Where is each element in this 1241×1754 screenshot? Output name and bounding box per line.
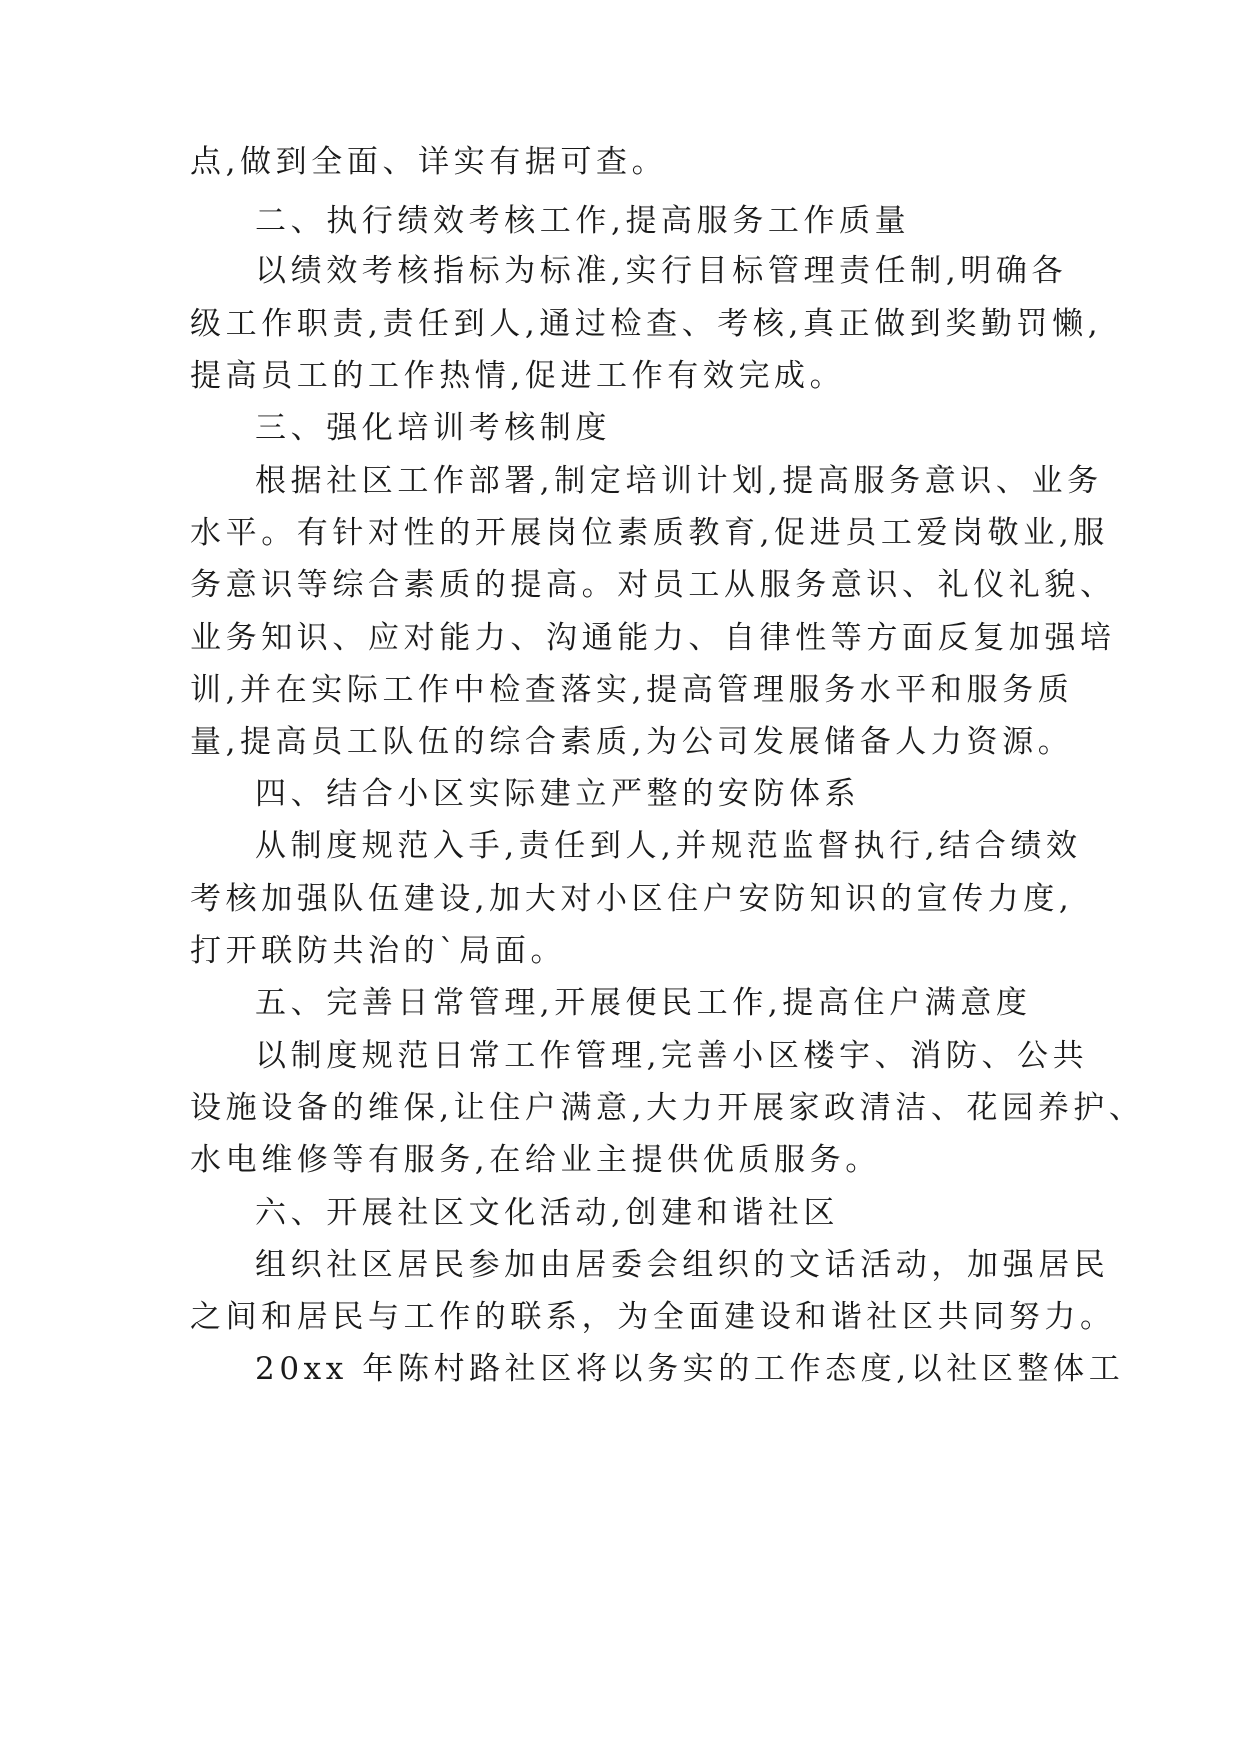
text-line: 设施设备的维保,让住户满意,大力开展家政清洁、花园养护、 [190, 1090, 1145, 1126]
text-line: 之间和居民与工作的联系，为全面建设和谐社区共同努力。 [190, 1299, 1116, 1335]
text-line: 组织社区居民参加由居委会组织的文话活动，加强居民 [255, 1247, 1110, 1283]
text-line: 训,并在实际工作中检查落实,提高管理服务水平和服务质 [190, 672, 1074, 708]
text-line: 级工作职责,责任到人,通过检查、考核,真正做到奖勤罚懒, [190, 306, 1103, 342]
text-line: 务意识等综合素质的提高。对员工从服务意识、礼仪礼貌、 [190, 567, 1116, 603]
text-line: 业务知识、应对能力、沟通能力、自律性等方面反复加强培 [190, 620, 1116, 656]
text-line: 考核加强队伍建设,加大对小区住户安防知识的宣传力度, [190, 881, 1074, 917]
text-line: 以绩效考核指标为标准,实行目标管理责任制,明确各 [255, 253, 1068, 289]
text-line: 水平。有针对性的开展岗位素质教育,促进员工爱岗敬业,服 [190, 515, 1109, 551]
section-heading: 三、强化培训考核制度 [255, 410, 611, 446]
text-line: 提高员工的工作热情,促进工作有效完成。 [190, 358, 846, 394]
text-line: 从制度规范入手,责任到人,并规范监督执行,结合绩效 [255, 828, 1082, 864]
section-heading: 六、开展社区文化活动,创建和谐社区 [255, 1195, 840, 1231]
text-line: 量,提高员工队伍的综合素质,为公司发展储备人力资源。 [190, 724, 1074, 760]
text-line: 水电维修等有服务,在给业主提供优质服务。 [190, 1142, 881, 1178]
text-line: 打开联防共治的`局面。 [190, 933, 567, 969]
text-line: 20xx 年陈村路社区将以务实的工作态度,以社区整体工 [255, 1351, 1125, 1387]
section-heading: 五、完善日常管理,开展便民工作,提高住户满意度 [255, 985, 1032, 1021]
text-line: 以制度规范日常工作管理,完善小区楼宇、消防、公共 [255, 1038, 1089, 1074]
text-line: 点,做到全面、详实有据可查。 [190, 144, 668, 180]
section-heading: 四、结合小区实际建立严整的安防体系 [255, 776, 861, 812]
section-heading: 二、执行绩效考核工作,提高服务工作质量 [255, 203, 911, 239]
text-line: 根据社区工作部署,制定培训计划,提高服务意识、业务 [255, 463, 1103, 499]
